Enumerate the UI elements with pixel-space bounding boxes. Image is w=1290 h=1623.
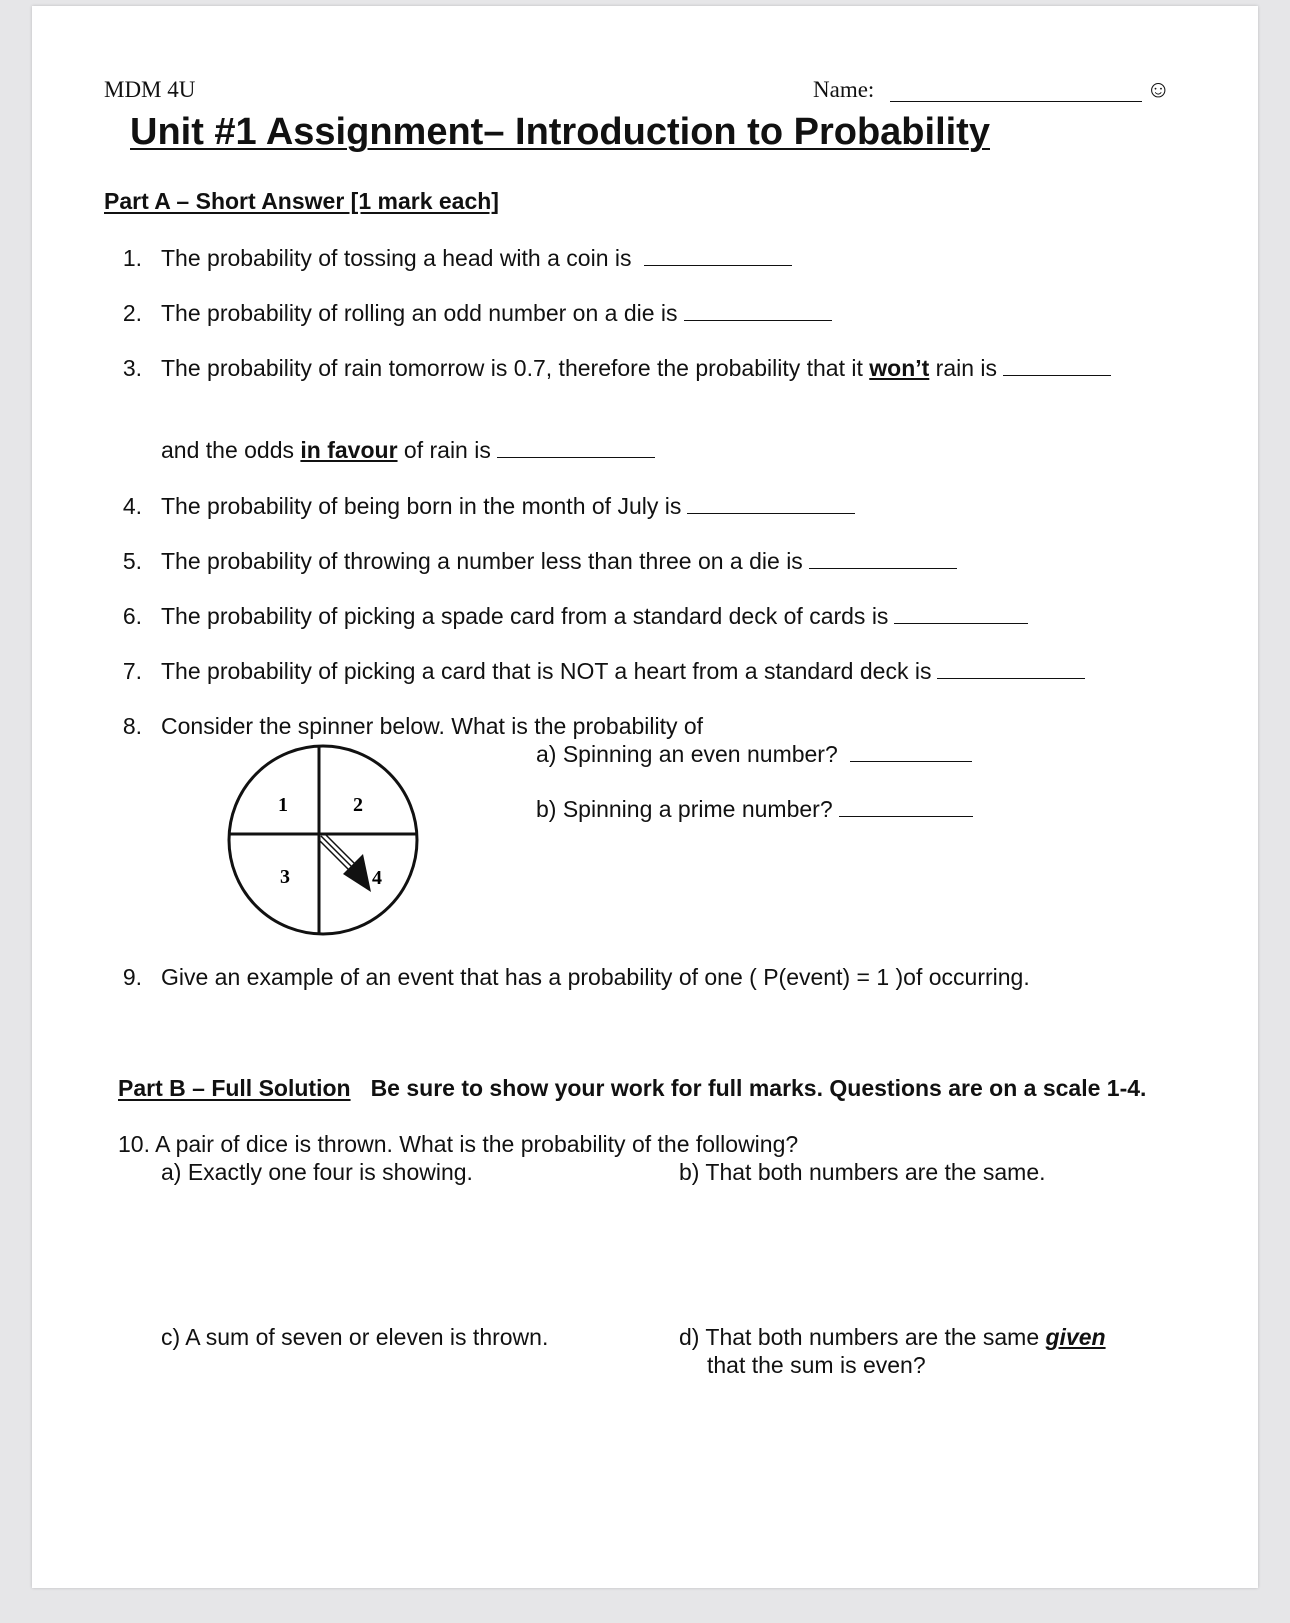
question-9: [100, 964, 1030, 991]
spinner-label-3: 3: [280, 866, 290, 888]
spinner-label-1: 1: [278, 794, 288, 816]
q3-emphasis: won’t: [869, 355, 930, 381]
q2-text: The probability of rolling an odd number on a die is: [161, 300, 678, 326]
q6-text: The probability of picking a spade card from a standard deck of cards is: [161, 603, 889, 629]
question-3: [100, 355, 1111, 382]
q8a: [536, 741, 972, 768]
q8b: [536, 796, 973, 823]
spinner-arrow-icon: [318, 833, 371, 892]
question-1: [100, 245, 792, 272]
q6-answer-blank[interactable]: [894, 622, 1028, 624]
q10b-text: b) That both numbers are the same.: [679, 1159, 1046, 1185]
name-label: [813, 77, 874, 103]
q1-number: 1.: [122, 245, 142, 271]
q8b-answer-blank[interactable]: [839, 815, 973, 817]
question-3-line-2: [161, 437, 655, 464]
q7-text: The probability of picking a card that is NOT a heart from a standard deck is: [161, 658, 932, 684]
question-2: [100, 300, 832, 327]
smiley-icon: ☺: [1146, 76, 1171, 103]
question-7: [100, 658, 1085, 685]
q8a-text: a) Spinning an even number?: [536, 741, 838, 767]
part-a-heading: Part A – Short Answer [1 mark each]: [104, 188, 499, 214]
q3-line2-emphasis: in favour: [300, 437, 398, 463]
question-10: [118, 1131, 798, 1158]
spinner-label-4: 4: [372, 867, 382, 889]
spinner-label-2: 2: [353, 794, 363, 816]
q5-answer-blank[interactable]: [809, 567, 957, 569]
part-b-instruction: Be sure to show your work for full marks. Questions are on a scale 1-4.: [370, 1075, 1147, 1101]
page-title: Unit #1 Assignment– Introduction to Probability: [130, 111, 990, 153]
q10d-line-2: that the sum is even?: [707, 1352, 926, 1378]
q7-number: 7.: [122, 658, 142, 684]
q10-text: A pair of dice is thrown. What is the probability of the following?: [155, 1131, 799, 1157]
question-6: [100, 603, 1028, 630]
question-8: [100, 713, 703, 740]
q3-line2-after: of rain is: [397, 437, 491, 463]
q3-odds-blank[interactable]: [497, 456, 655, 458]
q10d-text: d) That both numbers are the same: [679, 1324, 1046, 1350]
q10a-text: a) Exactly one four is showing.: [161, 1159, 473, 1185]
q2-answer-blank[interactable]: [684, 319, 832, 321]
q10-number: 10.: [118, 1131, 150, 1157]
q5-number: 5.: [122, 548, 142, 574]
q10c-text: c) A sum of seven or eleven is thrown.: [161, 1324, 549, 1350]
spinner-circle: [229, 746, 417, 934]
q6-number: 6.: [122, 603, 142, 629]
question-5: [100, 548, 957, 575]
q8b-text: b) Spinning a prime number?: [536, 796, 833, 822]
q4-answer-blank[interactable]: [687, 512, 855, 514]
q4-text: The probability of being born in the month of July is: [161, 493, 682, 519]
q10d-emphasis: given: [1045, 1324, 1106, 1350]
q8a-answer-blank[interactable]: [850, 760, 972, 762]
q1-text: The probability of tossing a head with a coin is: [161, 245, 632, 271]
q7-answer-blank[interactable]: [937, 677, 1085, 679]
q3-line2-before: and the odds: [161, 437, 301, 463]
q9-number: 9.: [122, 964, 142, 990]
q3-number: 3.: [122, 355, 142, 381]
q9-text: Give an example of an event that has a probability of one ( P(event) = 1 )of occurring.: [161, 964, 1030, 990]
q3-text-before: The probability of rain tomorrow is 0.7, therefore the probability that it: [161, 355, 870, 381]
course-code: MDM 4U: [104, 77, 196, 102]
q3-text-after: rain is: [929, 355, 998, 381]
q10d: [679, 1324, 1106, 1351]
question-4: [100, 493, 855, 520]
q5-text: The probability of throwing a number less than three on a die is: [161, 548, 803, 574]
name-label-text: Name:: [813, 77, 875, 102]
part-b-header: [118, 1075, 1146, 1102]
part-b-heading: Part B – Full Solution: [118, 1075, 351, 1101]
q4-number: 4.: [122, 493, 142, 519]
q2-number: 2.: [122, 300, 142, 326]
q8-number: 8.: [122, 713, 142, 739]
q3-answer-blank[interactable]: [1003, 374, 1111, 376]
q1-answer-blank[interactable]: [644, 264, 792, 266]
name-field[interactable]: [890, 101, 1142, 102]
spinner-diagram: [225, 742, 421, 938]
q8-text: Consider the spinner below. What is the probability of: [161, 713, 704, 739]
